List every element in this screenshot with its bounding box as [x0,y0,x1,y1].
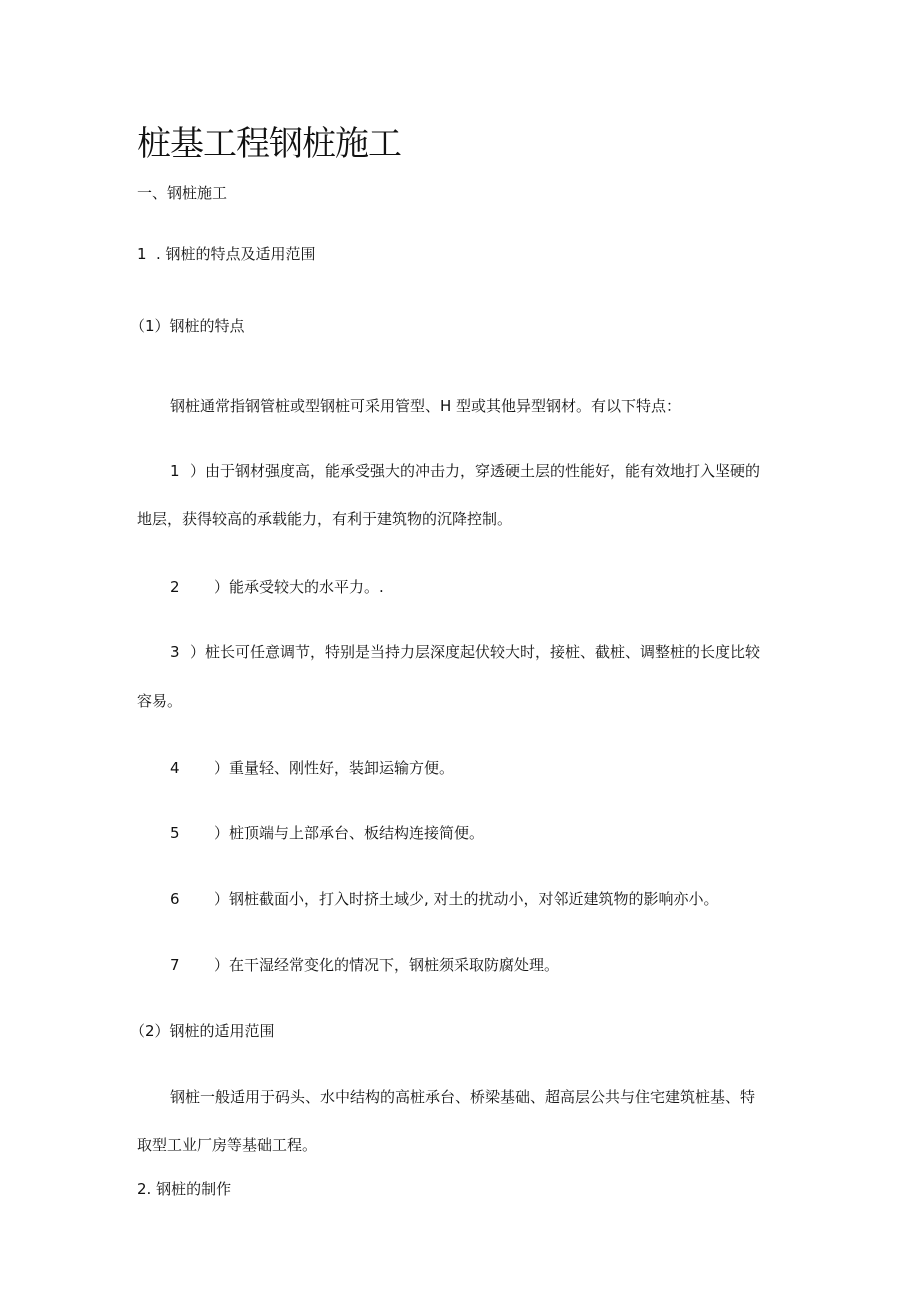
subsection-heading-1: . 钢桩的特点及适用范围 [156,245,316,263]
list-item-text: ）在干湿经常变化的情况下，钢桩须采取防腐处理。 [214,956,560,974]
section-heading-1: 一、钢桩施工 [137,184,228,202]
subsubsection-heading-features: （1）钢桩的特点 [130,317,245,335]
list-item-text: ）桩长可任意调节，特别是当持力层深度起伏较大时，接桩、截桩、调整桩的长度比较 [190,643,761,661]
list-item-number: 6 [170,890,180,908]
paragraph-intro: 钢桩通常指钢管桩或型钢桩可采用管型、H 型或其他异型钢材。有以下特点： [170,397,682,415]
paragraph-scope-continuation: 取型工业厂房等基础工程。 [137,1136,318,1154]
list-item-number: 1 [170,462,180,480]
list-item-text: ）由于钢材强度高，能承受强大的冲击力，穿透硬土层的性能好，能有效地打入坚硬的 [190,462,761,480]
list-item-continuation: 地层，获得较高的承载能力，有利于建筑物的沉降控制。 [137,510,513,528]
subsubsection-heading-scope: （2）钢桩的适用范围 [130,1022,275,1040]
list-item-number: 3 [170,643,180,661]
paragraph-scope: 钢桩一般适用于码头、水中结构的高桩承台、桥梁基础、超高层公共与住宅建筑桩基、特 [170,1088,756,1106]
list-item-text: ）能承受较大的水平力。. [214,578,384,596]
subsection-heading-2: 2. 钢桩的制作 [137,1180,232,1198]
list-item-number: 7 [170,956,180,974]
list-item-text: ）桩顶端与上部承台、板结构连接简便。 [214,824,485,842]
section-number: 1 [137,245,147,263]
list-item-text: ）钢桩截面小，打入时挤土域少, 对土的扰动小，对邻近建筑物的影响亦小。 [214,890,719,908]
list-item-number: 4 [170,759,180,777]
list-item-continuation: 容易。 [137,692,183,710]
list-item-text: ）重量轻、刚性好，装卸运输方便。 [214,759,455,777]
list-item-number: 5 [170,824,180,842]
list-item-number: 2 [170,578,180,596]
page-title: 桩基工程钢桩施工 [137,124,401,164]
